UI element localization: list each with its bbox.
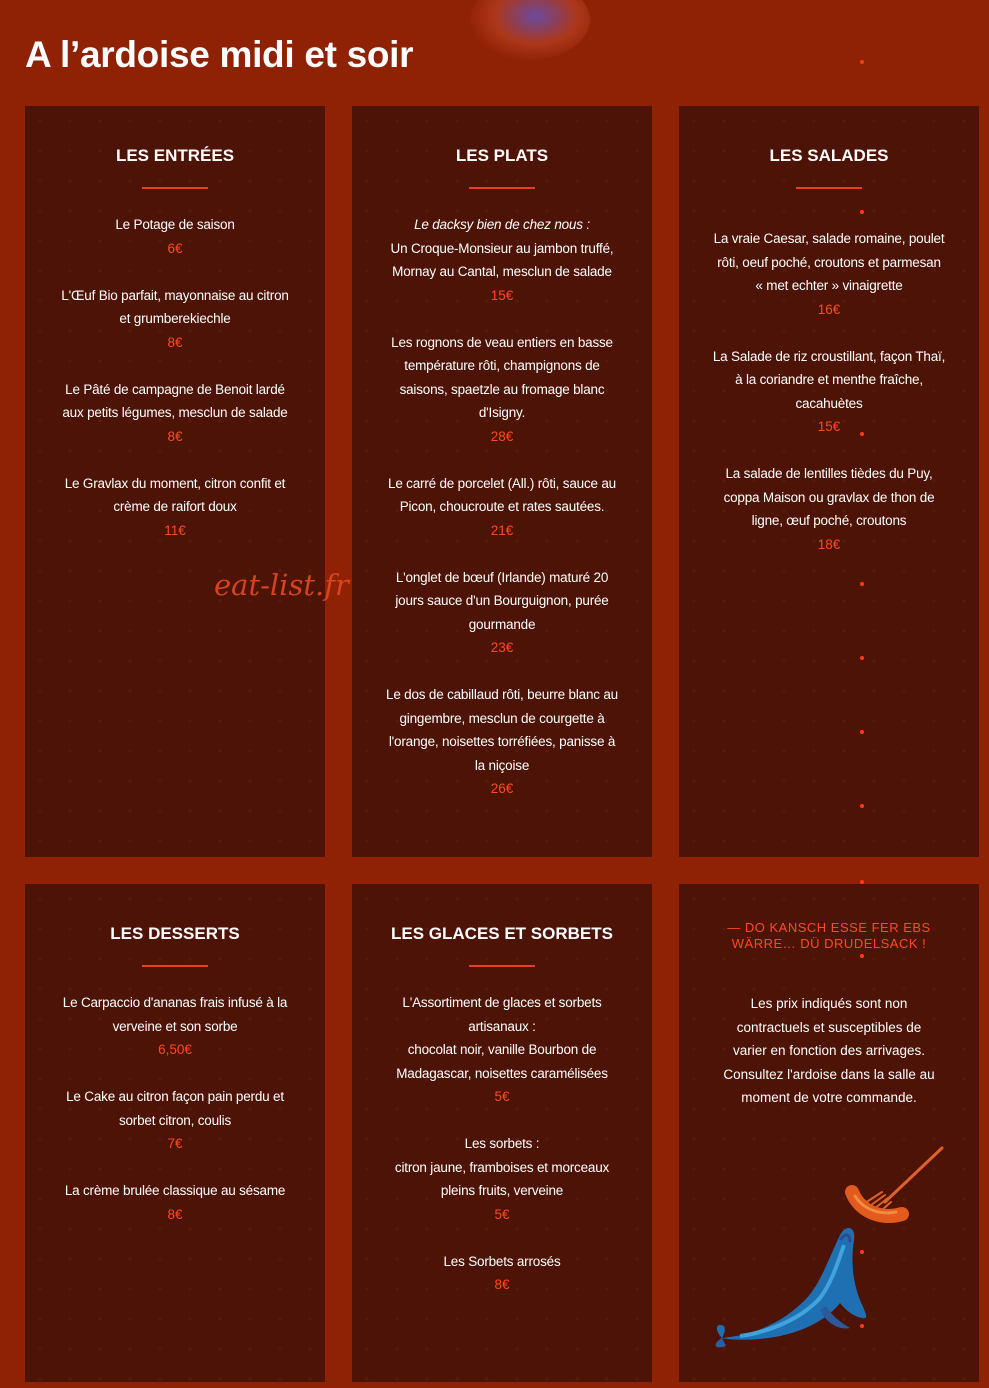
watermark: eat-list.fr <box>214 568 349 602</box>
menu-item-line: Le Carpaccio d'ananas frais infusé à la <box>62 995 288 1010</box>
menu-item-line: l'orange, noisettes torréfiées, panisse à <box>388 734 616 749</box>
entrees-items <box>25 213 325 542</box>
menu-item-line: rôti, oeuf poché, croutons et parmesan <box>717 254 941 270</box>
menu-item-line: sorbet citron, coulis <box>118 1112 232 1128</box>
glaces-title: LES GLACES ET SORBETS <box>391 924 613 943</box>
menu-item-price: 8€ <box>167 1206 183 1222</box>
menu-item-line: Picon, choucroute et rates sautées. <box>399 499 605 514</box>
menu-item-line: et grumberekiechle <box>119 311 231 326</box>
background-glow <box>470 0 590 60</box>
menu-item <box>45 472 305 542</box>
menu-item-line: Madagascar, noisettes caramélisées <box>396 1065 608 1081</box>
whale-sausage-fork-icon <box>710 1140 950 1350</box>
salades-items <box>679 227 979 556</box>
menu-item-line: Le carré de porcelet (All.) rôti, sauce au <box>388 475 616 491</box>
note-heading-line: WÄRRE… DÜ DRUDELSACK ! <box>731 936 927 951</box>
menu-item-description <box>372 1132 632 1203</box>
menu-item-line: verveine et son sorbe <box>112 1018 238 1034</box>
menu-item-line: Le dacksy bien de chez nous : <box>414 217 590 232</box>
menu-item-price: 6€ <box>167 240 183 256</box>
menu-item <box>699 462 959 556</box>
menu-item-description <box>372 331 632 425</box>
menu-item-price: 8€ <box>167 428 183 444</box>
menu-item-line: ligne, œuf poché, croutons <box>751 513 907 528</box>
menu-item-price: 5€ <box>494 1089 510 1104</box>
menu-item <box>372 1250 632 1297</box>
menu-item-line: citron jaune, framboises et morceaux <box>394 1159 610 1175</box>
menu-item-description <box>45 472 305 519</box>
note-text <box>704 992 954 1110</box>
glaces-items <box>352 991 652 1296</box>
decor-dot <box>860 880 864 884</box>
glaces-card <box>352 884 652 1382</box>
menu-item-line: Un Croque-Monsieur au jambon truffé, <box>390 240 614 256</box>
note-text-line: contractuels et susceptibles de <box>736 1019 922 1035</box>
menu-item <box>699 227 959 321</box>
menu-item-description <box>699 462 959 533</box>
menu-item-line: Le dos de cabillaud rôti, beurre blanc au <box>386 687 618 702</box>
salades-title: LES SALADES <box>769 146 889 165</box>
plats-items <box>352 213 652 800</box>
menu-item-line: chocolat noir, vanille Bourbon de <box>407 1042 597 1057</box>
menu-item <box>372 1132 632 1226</box>
menu-item-line: crème de raifort doux <box>113 499 237 514</box>
menu-item-line: gourmande <box>468 616 536 632</box>
note-heading-line: — DO KANSCH ESSE FER EBS <box>727 920 931 935</box>
menu-item-line: Les rognons de veau entiers en basse <box>391 334 613 350</box>
menu-item-description <box>372 213 632 284</box>
menu-item <box>372 683 632 800</box>
menu-item-description <box>45 1179 305 1203</box>
decor-dot <box>860 582 864 586</box>
menu-item-line: gingembre, mesclun de courgette à <box>399 710 605 726</box>
menu-item <box>372 331 632 448</box>
menu-item-price: 6,50€ <box>158 1042 192 1057</box>
menu-item-description <box>372 566 632 637</box>
menu-item-line: la niçoise <box>474 757 530 773</box>
entrees-card <box>25 106 325 857</box>
menu-item-price: 18€ <box>817 536 841 552</box>
menu-item-line: cacahuètes <box>795 395 863 411</box>
menu-item-description <box>45 213 305 237</box>
desserts-card <box>25 884 325 1382</box>
decor-dot <box>860 804 864 808</box>
menu-item-line: L'onglet de bœuf (Irlande) maturé 20 <box>395 569 609 585</box>
menu-item-price: 11€ <box>164 522 186 538</box>
menu-item-line: Mornay au Cantal, mesclun de salade <box>392 264 612 279</box>
entrees-title: LES ENTRÉES <box>115 146 235 165</box>
menu-item-price: 26€ <box>490 781 514 796</box>
menu-item-description <box>372 1250 632 1274</box>
decor-dot <box>860 730 864 734</box>
menu-item <box>45 1085 305 1155</box>
title-divider <box>142 965 208 967</box>
title-divider <box>796 187 862 189</box>
menu-item-price: 15€ <box>490 287 514 303</box>
menu-item-price: 21€ <box>490 522 514 538</box>
menu-item-price: 7€ <box>167 1136 183 1151</box>
menu-item-price: 23€ <box>490 640 514 655</box>
menu-item-description <box>45 284 305 331</box>
menu-item-line: pleins fruits, verveine <box>440 1183 564 1198</box>
menu-item-line: L'Assortiment de glaces et sorbets <box>402 995 602 1010</box>
menu-item <box>45 1179 305 1226</box>
menu-item <box>45 284 305 354</box>
menu-item-line: Le Gravlax du moment, citron confit et <box>64 475 286 491</box>
menu-item-line: à la coriandre et menthe fraîche, <box>735 372 923 387</box>
note-text-line: Les prix indiqués sont non <box>750 996 908 1011</box>
menu-item-line: Le Potage de saison <box>115 217 235 232</box>
menu-item-line: Les sorbets : <box>464 1136 540 1151</box>
menu-item-line: d'Isigny. <box>478 405 526 420</box>
plats-card <box>352 106 652 857</box>
decor-dot <box>860 954 864 958</box>
menu-item-line: artisanaux : <box>468 1018 536 1034</box>
menu-item-line: La crème brulée classique au sésame <box>64 1183 286 1198</box>
menu-item-price: 28€ <box>490 428 514 444</box>
menu-item-description <box>699 227 959 298</box>
menu-item-price: 8€ <box>494 1277 510 1292</box>
menu-item <box>45 213 305 260</box>
salades-card <box>679 106 979 857</box>
desserts-title: LES DESSERTS <box>110 924 240 943</box>
menu-item-line: La salade de lentilles tièdes du Puy, <box>725 466 933 481</box>
note-text-line: varier en fonction des arrivages. <box>732 1043 926 1058</box>
menu-item-line: La Salade de riz croustillant, façon Thaï, <box>712 348 946 364</box>
menu-item <box>372 991 632 1108</box>
menu-item-line: L'Œuf Bio parfait, mayonnaise au citron <box>61 287 289 303</box>
menu-item-price: 16€ <box>817 301 841 317</box>
menu-item <box>372 213 632 307</box>
page-title: A l’ardoise midi et soir <box>25 34 414 75</box>
menu-item-price: 5€ <box>494 1206 510 1222</box>
menu-item-line: aux petits légumes, mesclun de salade <box>62 405 288 420</box>
menu-item-description <box>45 991 305 1038</box>
decor-dot <box>860 210 864 214</box>
note-text-line: moment de votre commande. <box>741 1090 917 1105</box>
menu-item-line: Le Cake au citron façon pain perdu et <box>66 1089 284 1104</box>
menu-item <box>372 566 632 660</box>
menu-item-line: jours sauce d'un Bourguignon, purée <box>395 593 609 608</box>
menu-item <box>45 991 305 1061</box>
note-text-line: Consultez l'ardoise dans la salle au <box>723 1066 935 1082</box>
menu-item <box>45 378 305 448</box>
menu-item-description <box>372 472 632 519</box>
decor-dot <box>860 656 864 660</box>
menu-item-line: coppa Maison ou gravlax de thon de <box>723 489 935 505</box>
title-divider <box>469 187 535 189</box>
title-divider <box>469 965 535 967</box>
menu-item <box>372 472 632 542</box>
menu-item-line: « met echter » vinaigrette <box>755 278 903 293</box>
desserts-items <box>25 991 325 1226</box>
menu-item-price: 15€ <box>817 419 841 434</box>
menu-item-description <box>45 378 305 425</box>
menu-item-description <box>372 683 632 777</box>
menu-item <box>699 345 959 439</box>
note-heading <box>709 920 949 952</box>
decor-dot <box>860 60 864 64</box>
menu-item-description <box>45 1085 305 1132</box>
menu-item-line: Le Pâté de campagne de Benoit lardé <box>65 381 285 397</box>
menu-item-description <box>699 345 959 416</box>
menu-item-line: température rôti, champignons de <box>404 358 600 373</box>
menu-item-line: Les Sorbets arrosés <box>443 1253 561 1269</box>
menu-item-line: La vraie Caesar, salade romaine, poulet <box>713 231 945 246</box>
title-divider <box>142 187 208 189</box>
decor-dot <box>860 432 864 436</box>
plats-title: LES PLATS <box>455 146 549 165</box>
menu-item-description <box>372 991 632 1085</box>
menu-item-price: 8€ <box>167 334 183 350</box>
menu-item-line: saisons, spaetzle au fromage blanc <box>399 381 605 397</box>
